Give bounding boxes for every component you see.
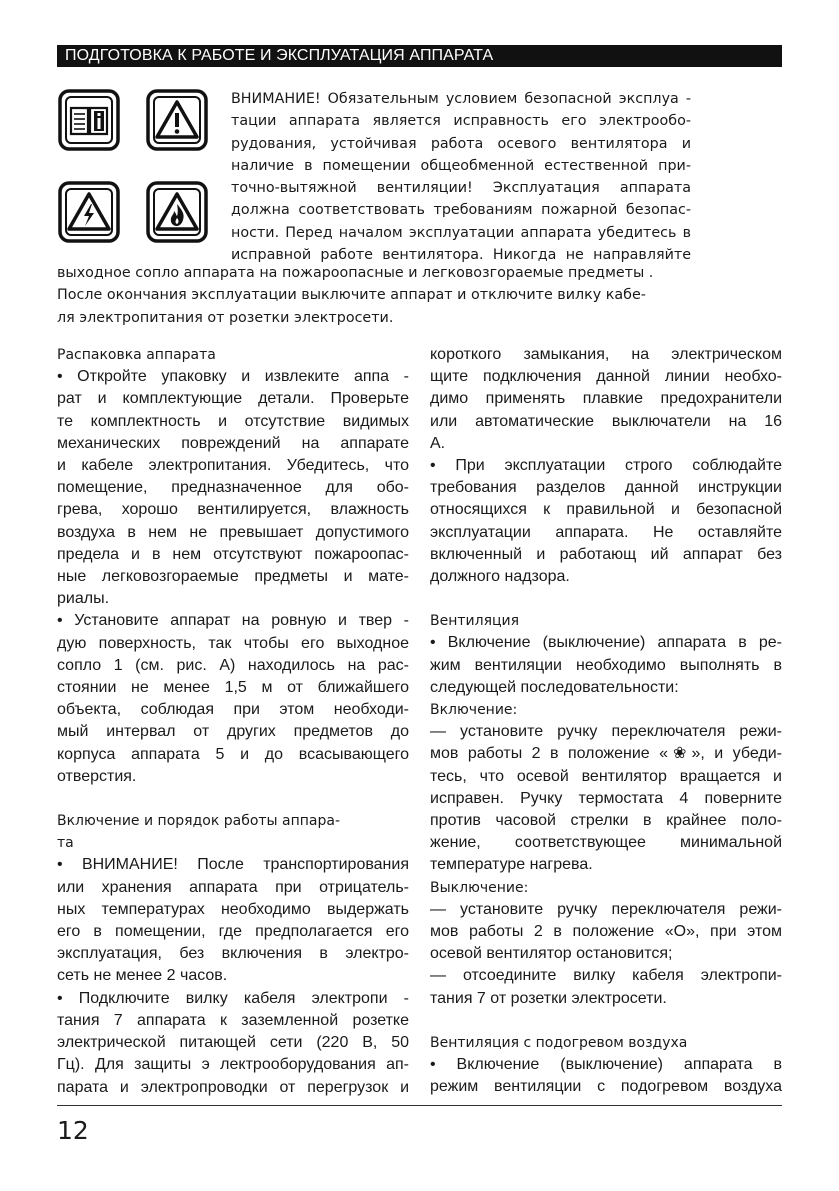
text-line: или автоматические выключатели на 16 <box>430 412 782 430</box>
warning-line: После окончания эксплуатации выключите аппарат и отключите вилку кабе- <box>57 287 646 304</box>
text-line: мый интервал от других предметов до <box>57 723 409 741</box>
warning-line: ВНИМАНИЕ! Обязательным условием безопасной эксплуа - <box>231 91 691 107</box>
text-line: мов работы 2 в положение «❀», и убеди- <box>430 745 782 763</box>
warning-line: рудования, устойчивая работа осевого вентилятора и <box>231 135 691 152</box>
text-line: • Откройте упаковку и извлеките аппа - <box>57 368 409 386</box>
text-line: • ВНИМАНИЕ! После транспортирования <box>57 856 409 874</box>
text-line: объекта, соблюдая при этом необходи- <box>57 701 409 719</box>
warning-paragraph <box>231 88 691 266</box>
text-line: риалы. <box>57 590 110 608</box>
footer-divider <box>57 1105 782 1106</box>
text-line: воздуха в нем не превышает допустимого <box>57 523 409 541</box>
unpack-text <box>57 366 409 788</box>
text-line: тания 7 аппарата к заземленной розетке <box>57 1011 409 1029</box>
electric-hazard-icon <box>57 180 121 244</box>
text-line: — установите ручку переключателя режи- <box>430 723 782 741</box>
continuation-text <box>430 344 782 588</box>
text-line: включенный и работающ ий аппарат без <box>430 545 782 563</box>
text-line: тания 7 от розетки электросети. <box>430 989 667 1007</box>
text-line: димо применять плавкие предохранители <box>430 390 782 408</box>
text-line: грева, хорошо вентилируется, влажность <box>57 501 409 519</box>
section-title: ПОДГОТОВКА К РАБОТЕ И ЭКСПЛУАТАЦИЯ АППАРАТА <box>65 47 494 64</box>
text-line: — отсоедините вилку кабеля электропи- <box>430 967 782 985</box>
page-number: 12 <box>57 1116 89 1145</box>
unpack-heading: Распаковка аппарата <box>57 347 216 363</box>
text-line: исправен. Ручку термостата 4 поверните <box>430 789 782 807</box>
text-line: эксплуатации аппарата. Не оставляйте <box>430 523 782 541</box>
subheading-on: Включение: <box>430 702 518 719</box>
text-line: его в помещении, где предполагается его <box>57 923 409 941</box>
text-line: против часовой стрелки в крайнее поло- <box>430 812 782 830</box>
heating-ventilation-heading: Вентиляция с подогревом воздуха <box>430 1034 688 1051</box>
text-line: ных температурах необходимо выдержать <box>57 900 409 918</box>
info-manual-icon <box>57 88 121 152</box>
text-line: режим вентиляции с подогревом воздуха <box>430 1078 782 1096</box>
power-text <box>57 854 409 1098</box>
text-line: электрической питающей сети (220 В, 50 <box>57 1034 409 1052</box>
text-line: дую поверхность, так чтобы его выходное <box>57 634 409 652</box>
text-line: сеть не менее 2 часов. <box>57 967 228 985</box>
power-heading-cont: та <box>57 835 74 852</box>
ventilation-text <box>430 632 782 1009</box>
text-line: корпуса аппарата 5 и до всасывающего <box>57 745 409 763</box>
text-line: • Включение (выключение) аппарата в ре- <box>430 634 782 652</box>
warning-line: ности. Перед началом эксплуатации аппарата убедитесь в <box>231 224 691 241</box>
text-line: щите подключения данной линии необхо- <box>430 368 782 386</box>
heating-ventilation-text <box>430 1054 782 1098</box>
text-line: те комплектность и отсутствие видимых <box>57 412 409 430</box>
warning-line: исправной работе вентилятора. Никогда не направляйте <box>231 247 691 264</box>
text-line: помещение, предназначенное для обо- <box>57 479 409 497</box>
text-line: тесь, что осевой вентилятор вращается и <box>430 767 782 785</box>
text-line: предела и в нем отсутствуют пожароопас- <box>57 545 409 563</box>
text-line: короткого замыкания, на электрическом <box>430 346 782 363</box>
text-line: • Включение (выключение) аппарата в <box>430 1056 782 1074</box>
text-line: следующей последовательности: <box>430 678 679 696</box>
text-line: парата и электропроводки от перегрузок и <box>57 1078 409 1096</box>
warning-paragraph-tail <box>57 262 717 329</box>
text-line: • При эксплуатации строго соблюдайте <box>430 457 782 475</box>
text-line: относящихся к правильной и безопасной <box>430 501 782 519</box>
text-line: жим вентиляции необходимо выполнять в <box>430 656 782 674</box>
right-column <box>430 344 782 1099</box>
warning-line: выходное сопло аппарата на пожароопасные и легковозгораемые предметы . <box>57 265 654 281</box>
text-line: осевой вентилятор остановится; <box>430 945 673 963</box>
warning-line: ля электропитания от розетки электросети. <box>57 309 394 326</box>
text-line: • Установите аппарат на ровную и твер - <box>57 612 409 630</box>
text-line: А. <box>430 434 446 452</box>
left-column <box>57 344 409 1099</box>
section-header-bar <box>57 45 782 67</box>
text-line: рат и комплектующие детали. Проверьте <box>57 390 409 408</box>
warning-line: наличие в помещении общеобменной естественной при- <box>231 157 691 174</box>
text-line: мов работы 2 в положение «О», при этом <box>430 923 782 941</box>
text-line: сопло 1 (см. рис. А) находилось на рас- <box>57 656 409 674</box>
text-line: должного надзора. <box>430 568 570 586</box>
text-line: ные легковозгораемые предметы и мате- <box>57 568 409 586</box>
warning-line: точно-вытяжной вентиляции! Эксплуатация аппарата <box>231 180 691 197</box>
text-line: стоянии не менее 1,5 м от ближайшего <box>57 679 409 697</box>
power-heading: Включение и порядок работы аппара- <box>57 813 341 830</box>
text-line: механических повреждений на аппарате <box>57 434 409 452</box>
ventilation-heading: Вентиляция <box>430 613 520 630</box>
text-line: или хранения аппарата при отрицатель- <box>57 878 409 896</box>
warning-line: должна соответствовать требованиям пожарной безопас- <box>231 202 691 219</box>
text-line: • Подключите вилку кабеля электропи - <box>57 989 409 1007</box>
text-line: отверстия. <box>57 767 137 785</box>
warning-line: тации аппарата является исправность его электрообо- <box>231 113 691 130</box>
text-line: Гц). Для защиты э лектрооборудования ап- <box>57 1056 409 1074</box>
text-line: требования разделов данной инструкции <box>430 479 782 497</box>
text-line: температуре нагрева. <box>430 856 593 874</box>
text-line: эксплуатация, без включения в электро- <box>57 945 409 963</box>
text-line: и кабеле электропитания. Убедитесь, что <box>57 457 409 475</box>
subheading-off: Выключение: <box>430 879 529 896</box>
text-line: — установите ручку переключателя режи- <box>430 900 782 918</box>
text-line: жение, соответствующее минимальной <box>430 834 782 852</box>
fire-hazard-icon <box>145 180 209 244</box>
warning-exclamation-icon <box>145 88 209 152</box>
